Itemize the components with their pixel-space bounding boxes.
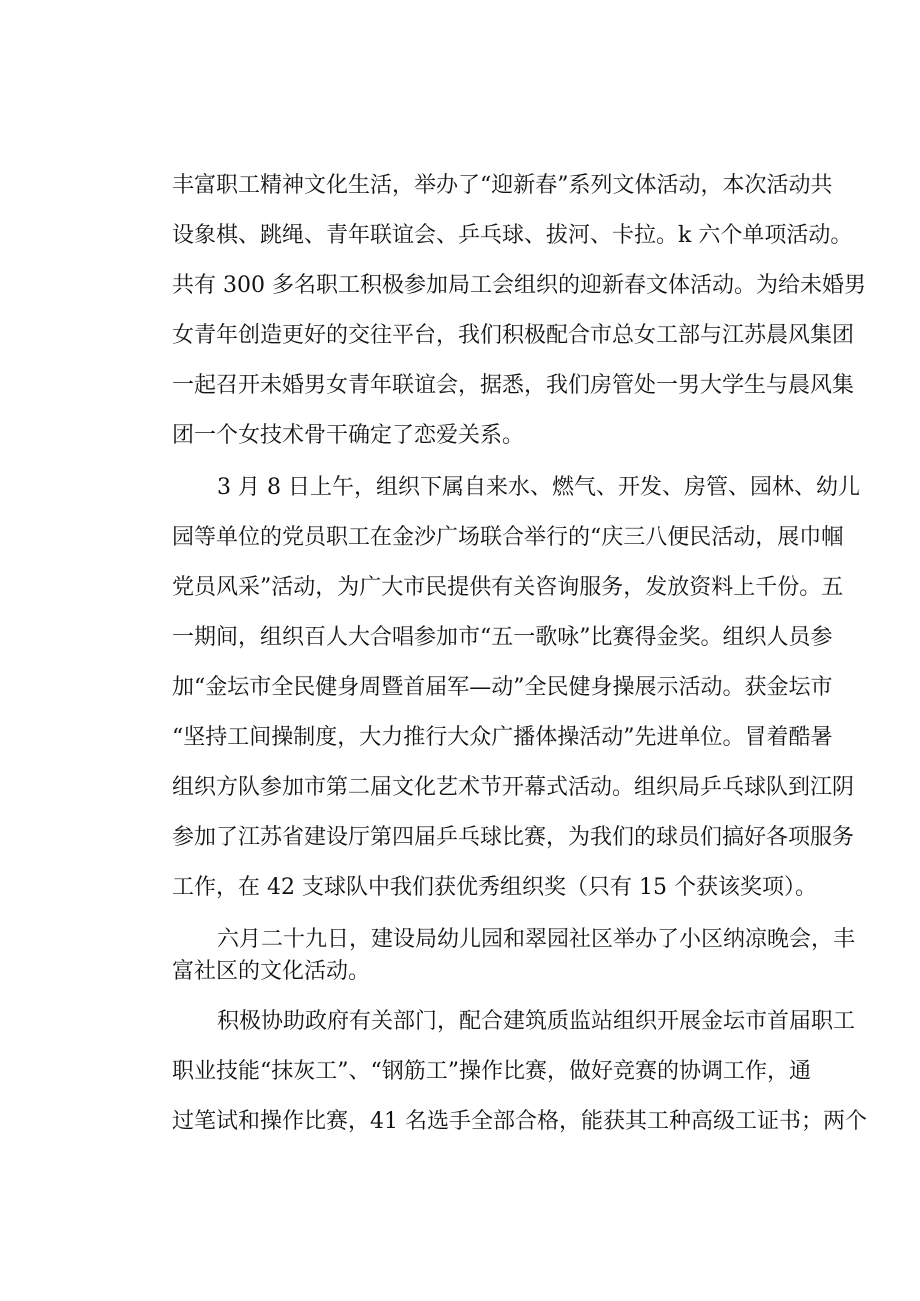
paragraph-1-line-2: 设象棋、跳绳、青年联谊会、乒乓球、拔河、卡拉。k 六个单项活动。 [172,223,853,248]
paragraph-1-line-6: 团一个女技术骨干确定了恋爱关系。 [172,423,525,448]
paragraph-1-line-1: 丰富职工精神文化生活，举办了“迎新春”系列文体活动，本次活动共 [172,173,833,198]
paragraph-2-line-9: 工作，在 42 支球队中我们获优秀组织奖（只有 15 个获该奖项）。 [172,875,817,900]
paragraph-3-line-1: 六月二十九日，建设局幼儿园和翠园社区举办了小区纳凉晚会，丰 [217,927,856,952]
paragraph-2-line-1: 3 月 8 日上午，组织下属自来水、燃气、开发、房管、园林、幼儿 [217,475,860,500]
paragraph-2-line-2: 园等单位的党员职工在金沙广场联合举行的“庆三八便民活动，展巾帼 [172,525,844,550]
paragraph-2-line-7: 组织方队参加市第二届文化艺术节开幕式活动。组织局乒乓球队到江阴 [172,775,855,800]
paragraph-2-line-3: 党员风采”活动，为广大市民提供有关咨询服务，发放资料上千份。五 [172,575,844,600]
paragraph-3-line-2: 富社区的文化活动。 [172,959,371,984]
paragraph-2-line-5: 加“金坛市全民健身周暨首届军—动”全民健身操展示活动。获金坛市 [172,675,833,700]
paragraph-2-line-4: 一期间，组织百人大合唱参加市“五一歌咏”比赛得金奖。组织人员参 [172,625,833,650]
paragraph-4-line-3: 过笔试和操作比赛，41 名选手全部合格，能获其工种高级工证书；两个 [172,1109,867,1134]
paragraph-2-line-8: 参加了江苏省建设厅第四届乒乓球比赛，为我们的球员们搞好各项服务 [172,825,855,850]
paragraph-4-line-2: 职业技能“抹灰工”、“钢筋工”操作比赛，做好竞赛的协调工作，通 [172,1059,811,1084]
paragraph-1-line-3: 共有 300 多名职工积极参加局工会组织的迎新春文体活动。为给未婚男 [172,273,866,298]
paragraph-1-line-4: 女青年创造更好的交往平台，我们积极配合市总女工部与江苏晨风集团 [172,323,855,348]
paragraph-2-line-6: “坚持工间操制度，大力推行大众广播体操活动”先进单位。冒着酷暑 [172,725,833,750]
paragraph-1-line-5: 一起召开未婚男女青年联谊会，据悉，我们房管处一男大学生与晨风集 [172,373,855,398]
paragraph-4-line-1: 积极协助政府有关部门，配合建筑质监站组织开展金坛市首届职工 [217,1009,856,1034]
